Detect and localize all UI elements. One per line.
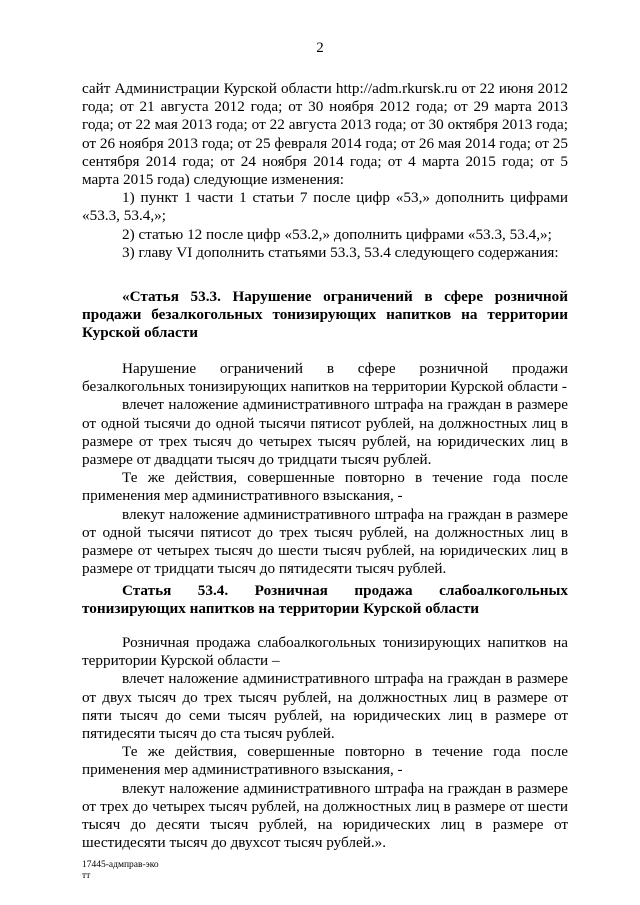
amendment-3: [82, 244, 568, 262]
footer-initials: тт: [82, 871, 91, 881]
amendment-2-number: 2): [122, 225, 135, 243]
article-534-paragraph-3: Те же действия, совершенные повторно в течение года после применения мер административного взыскания, -: [82, 743, 568, 779]
article-534-paragraph-2: влечет наложение административного штрафа на граждан в размере от двух тысяч до трех тысяч рублей, на должностных лиц в размере от пяти тысяч до семи тысяч рублей, на юридических лиц в размере от пятидесяти тысяч до ста тысяч рублей.: [82, 670, 568, 743]
article-534-heading-block: [82, 582, 568, 618]
amendment-1-text: пункт 1 части 1 статьи 7 после цифр «53,» дополнить цифрами «53.3, 53.4,»;: [82, 189, 569, 225]
amendment-3-number: 3): [122, 243, 135, 261]
intro-paragraph: сайт Администрации Курской области http://adm.rkursk.ru от 22 июня 2012 года; от 21 августа 2012 года; от 30 ноября 2012 года; от 29 марта 2013 года; от 22 мая 2013 года; от 22 августа 2013 года; от 30 октября 2013 года; от 26 ноября 2013 года; от 25 февраля 2014 года; от 26 мая 2014 года; от 25 сентября 2014 года; от 24 ноября 2014 года; от 4 марта 2015 года; от 5 марта 2015 года) следующие изменения:: [82, 80, 568, 189]
amendment-1: [82, 189, 568, 225]
article-534-heading: Статья 53.4. Розничная продажа слабоалкогольных тонизирующих напитков на территории Курской области: [82, 582, 568, 618]
amendment-2-text: статью 12 после цифр «53.2,» дополнить цифрами «53.3, 53.4,»;: [138, 225, 552, 243]
article-534-paragraph-4: влекут наложение административного штрафа на граждан в размере от трех до четырех тысяч рублей, на должностных лиц в размере от шести тысяч до десяти тысяч рублей, на юридических лиц в размере от шестидесяти тысяч до двухсот тысяч рублей.».: [82, 779, 568, 852]
article-533-heading-block: [82, 288, 568, 343]
footer: [82, 860, 159, 882]
article-533-paragraph-4: влекут наложение административного штрафа на граждан в размере от одной тысячи пятисот до трех тысяч рублей, на должностных лиц в размере от четырех тысяч до шести тысяч рублей, на юридических лиц в размере от тридцати тысяч до пятидесяти тысяч рублей.: [82, 505, 568, 578]
article-533-paragraph-3: Те же действия, совершенные повторно в течение года после применения мер административного взыскания, -: [82, 469, 568, 505]
article-533-paragraph-1: Нарушение ограничений в сфере розничной продажи безалкогольных тонизирующих напитков на территории Курской области -: [82, 360, 568, 396]
amendment-2: [82, 226, 568, 244]
page-number: 2: [316, 40, 324, 56]
article-534-paragraph-1: Розничная продажа слабоалкогольных тонизирующих напитков на территории Курской области –: [82, 634, 568, 670]
article-533-heading: «Статья 53.3. Нарушение ограничений в сфере розничной продажи безалкогольных тонизирующих напитков на территории Курской области: [82, 288, 568, 342]
amendment-3-text: главу VI дополнить статьями 53.3, 53.4 следующего содержания:: [138, 243, 559, 261]
article-534-body: [82, 634, 568, 852]
intro-section: [82, 80, 568, 262]
article-533-paragraph-2: влечет наложение административного штрафа на граждан в размере от одной тысячи до одной тысячи пятисот рублей, на должностных лиц в размере от трех тысяч до четырех тысяч рублей, на юридических лиц в размере от двадцати тысяч до тридцати тысяч рублей.: [82, 396, 568, 469]
article-533-body: [82, 360, 568, 578]
amendment-1-number: 1): [122, 189, 135, 207]
footer-document-code: 17445-адмправ-эко: [82, 860, 159, 870]
